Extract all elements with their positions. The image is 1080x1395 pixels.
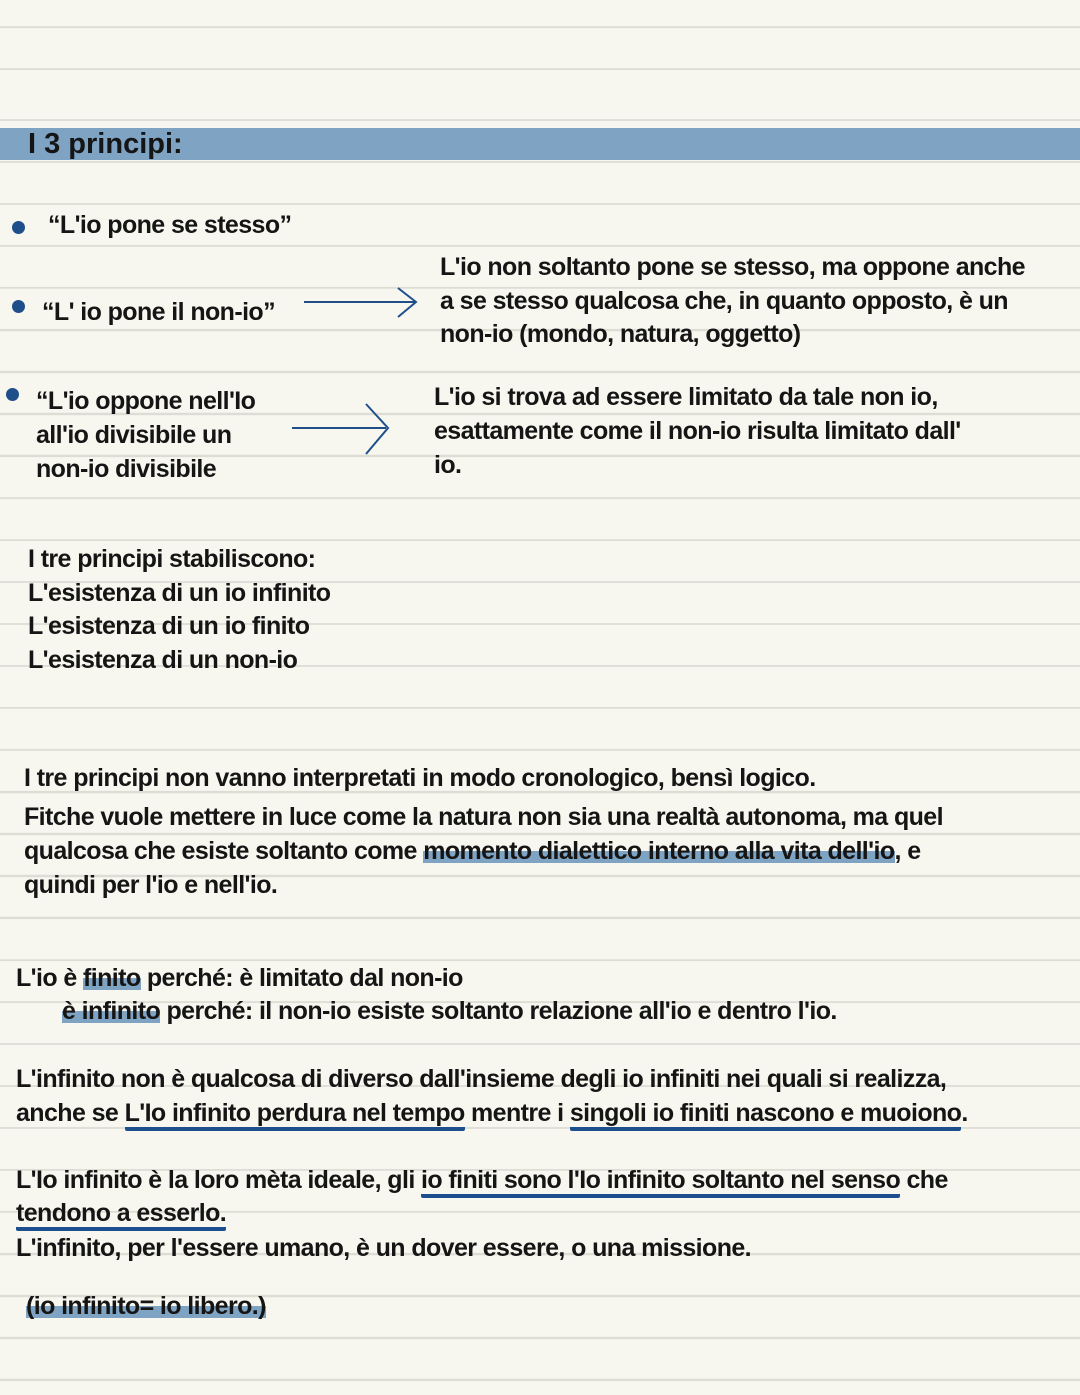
establish-item: L'esistenza di un io finito (28, 612, 310, 640)
establish-item: L'esistenza di un non-io (28, 646, 298, 674)
underlined-text: tendono a esserlo. (16, 1199, 226, 1231)
logic-line: quindi per l'io e nell'io. (24, 871, 278, 899)
logic-line (24, 834, 921, 868)
text: anche se (16, 1099, 125, 1127)
page-title: I 3 principi: (28, 128, 183, 160)
bullet-icon (12, 221, 25, 234)
principle-3-explanation-line: esattamente come il non-io risulta limitato dall' (434, 417, 961, 445)
arrow-icon (300, 285, 422, 321)
principle-2-explanation-line: a se stesso qualcosa che, in quanto opposto, è un (440, 287, 1008, 315)
bullet-icon (6, 388, 19, 401)
ideal-line (16, 1196, 226, 1230)
text: . (961, 1099, 968, 1127)
finite-line (16, 961, 463, 995)
infinite-paragraph-line: L'infinito non è qualcosa di diverso dall'insieme degli io infiniti nei quali si realizza, (16, 1065, 947, 1093)
principle-3-line: all'io divisibile un (36, 421, 232, 449)
principle-3-explanation-line: L'io si trova ad essere limitato da tale non io, (434, 383, 938, 411)
text: che (900, 1166, 948, 1194)
bold-term: natura (438, 803, 511, 831)
infinite-line (62, 994, 837, 1028)
text: mentre i (464, 1099, 570, 1127)
text: Fitche vuole mettere in luce come la (24, 803, 439, 831)
principle-2: “L' io pone il non-io” (42, 298, 275, 326)
ideal-line: L'infinito, per l'essere umano, è un dover essere, o una missione. (16, 1234, 752, 1262)
principle-3-explanation-line: io. (434, 451, 462, 479)
logic-line (24, 800, 943, 834)
underlined-text: singoli io finiti nascono e muoiono (570, 1099, 962, 1131)
text: perché: il non-io esiste soltanto relazione all'io e dentro l'io. (160, 997, 837, 1025)
logic-line: I tre principi non vanno interpretati in modo cronologico, bensì logico. (24, 764, 816, 792)
principle-3-line: non-io divisibile (36, 455, 217, 483)
bullet-icon (12, 300, 25, 313)
text: , e (894, 837, 921, 865)
establish-item: L'esistenza di un io infinito (28, 579, 331, 607)
principle-3-line: “L'io oppone nell'Io (36, 387, 256, 415)
highlighted-text: finito (83, 964, 141, 992)
highlighted-text: è infinito (62, 997, 161, 1025)
ideal-line (16, 1163, 948, 1197)
principle-2-explanation-line: L'io non soltanto pone se stesso, ma oppone anche (440, 253, 1025, 281)
infinite-paragraph-line (16, 1096, 968, 1130)
highlighted-text: momento dialettico interno alla vita dell'io (423, 837, 895, 865)
note (26, 1289, 266, 1323)
text: L'io è (16, 964, 84, 992)
principle-1: “L'io pone se stesso” (48, 211, 292, 239)
principle-2-explanation-line: non-io (mondo, natura, oggetto) (440, 320, 801, 348)
establish-heading: I tre principi stabiliscono: (28, 545, 316, 573)
underlined-text: io finiti sono l'Io infinito soltanto nel senso (421, 1166, 900, 1198)
text: non sia una realtà autonoma, ma quel (510, 803, 943, 831)
text: perché: è limitato dal non-io (140, 964, 463, 992)
arrow-icon (288, 402, 392, 456)
text: qualcosa che esiste soltanto come (24, 837, 424, 865)
underlined-text: L'Io infinito perdura nel tempo (125, 1099, 465, 1131)
highlighted-text: (io infinito= io libero.) (26, 1292, 266, 1320)
text: L'Io infinito è la loro mèta ideale, gli (16, 1166, 422, 1194)
